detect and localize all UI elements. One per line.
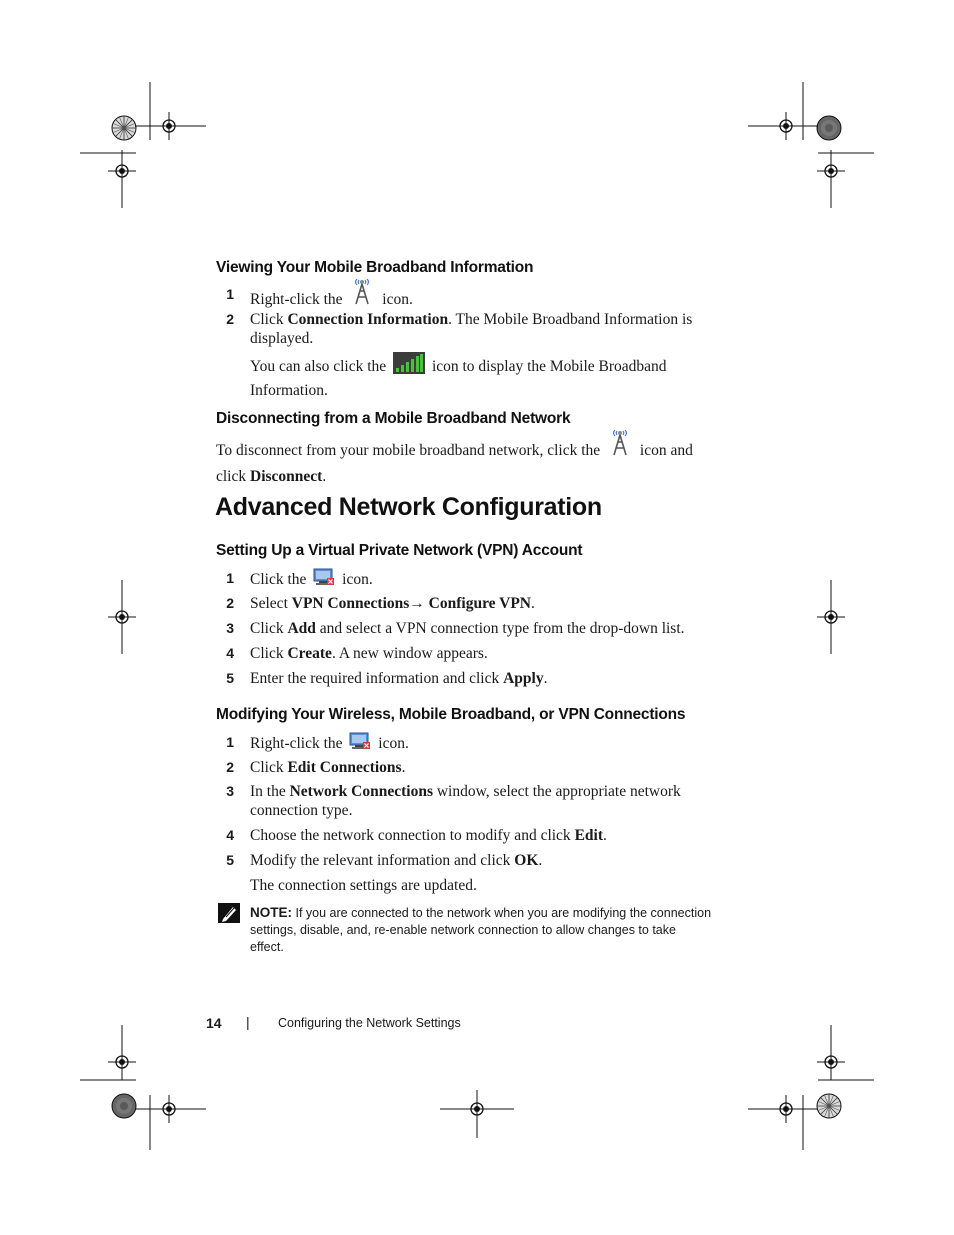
note-label: NOTE: — [250, 905, 292, 920]
section-heading-vpn-setup: Setting Up a Virtual Private Network (VPN) Account — [216, 542, 583, 559]
signal-bars-icon — [393, 352, 425, 379]
step-number: 4 — [226, 645, 234, 661]
page-title: Advanced Network Configuration — [215, 493, 602, 521]
step-text: Right-click the icon. — [250, 733, 409, 756]
step-number: 2 — [226, 595, 234, 611]
step-number: 3 — [226, 620, 234, 636]
step-number: 4 — [226, 827, 234, 843]
footer-section-title: Configuring the Network Settings — [278, 1016, 461, 1030]
ui-term: Connection Information — [287, 311, 449, 328]
step-number: 1 — [226, 286, 234, 302]
mobile-broadband-tower-icon — [608, 430, 632, 461]
footer-separator: | — [246, 1014, 250, 1030]
step-text: Click Create. A new window appears. — [250, 645, 488, 662]
step-text: Modify the relevant information and click OK. — [250, 852, 543, 869]
network-connection-icon — [349, 732, 371, 755]
result-text: The connection settings are updated. — [250, 877, 477, 894]
step-text: Enter the required information and click Apply. — [250, 670, 548, 687]
step-text: Click Connection Information. The Mobile Broadband Information is displayed. — [250, 311, 693, 347]
step-text: Right-click the icon. — [250, 285, 413, 316]
step-number: 1 — [226, 734, 234, 750]
step-number: 5 — [226, 852, 234, 868]
step-number: 5 — [226, 670, 234, 686]
section-heading-viewing-info: Viewing Your Mobile Broadband Information — [216, 259, 534, 276]
note-pencil-icon — [218, 903, 240, 928]
step-number: 3 — [226, 783, 234, 799]
step-text: Choose the network connection to modify and click Edit. — [250, 827, 607, 844]
page-number: 14 — [206, 1015, 222, 1031]
section-heading-modifying-connections: Modifying Your Wireless, Mobile Broadband, or VPN Connections — [216, 706, 686, 723]
step-note-text: You can also click the icon to display the Mobile Broadband Information. — [250, 354, 667, 400]
step-number: 2 — [226, 311, 234, 327]
step-text: Select VPN Connections→ Configure VPN. — [250, 595, 535, 612]
step-text: Click Edit Connections. — [250, 759, 406, 776]
network-connection-icon — [313, 568, 335, 591]
ui-term: Disconnect — [250, 468, 323, 485]
step-text: Click Add and select a VPN connection type from the drop-down list. — [250, 620, 685, 637]
paragraph: To disconnect from your mobile broadband network, click the icon and click Disconnect. — [216, 436, 693, 486]
step-text: Click the icon. — [250, 569, 373, 592]
section-heading-disconnecting: Disconnecting from a Mobile Broadband Network — [216, 410, 571, 427]
step-number: 1 — [226, 570, 234, 586]
step-number: 2 — [226, 759, 234, 775]
mobile-broadband-tower-icon — [350, 279, 374, 310]
step-text: In the Network Connections window, select the appropriate network connection type. — [250, 783, 681, 819]
note-text: NOTE: If you are connected to the network when you are modifying the connection settings, disable, and, re-enable network connection to allow changes to take effect. — [250, 905, 712, 954]
